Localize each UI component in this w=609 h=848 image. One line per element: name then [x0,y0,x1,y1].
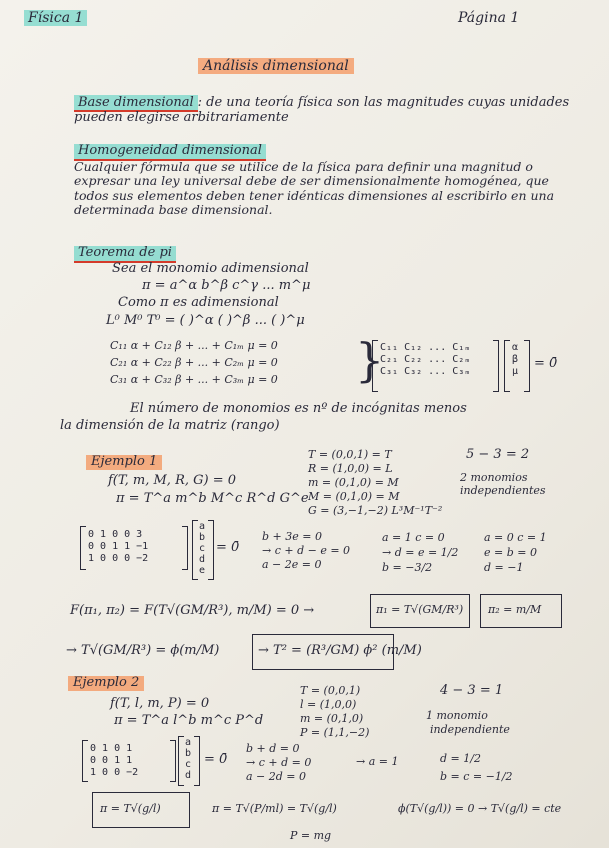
example2-monomial: π = T^a l^b m^c P^d [114,713,264,728]
example2-final: ϕ(T√(g/l)) = 0 → T√(g/l) = cte [398,802,562,815]
dimension-row: P = (1,1,−2) [300,726,370,739]
matrix-row: 1 0 0 −2 [90,767,139,778]
example1-equals-zero: = 0̄ [216,540,240,555]
dimension-row: l = (1,0,0) [300,698,357,711]
solution-row: a = 1 c = 0 [382,531,445,544]
system-row-3: C₃₁ α + C₃₂ β + ... + C₃ₘ μ = 0 [110,373,278,386]
matrix-row: 0 1 0 1 [90,743,133,754]
matrix-row: 0 0 1 1 [90,755,133,766]
example1-F-line: F(π₁, π₂) = F(T√(GM/R³), m/M) = 0 → [70,603,315,618]
example2-matrix-bracket-left [82,740,88,782]
solution-row: → d = e = 1/2 [382,546,459,559]
example2-pi-expand: π = T√(P/ml) = T√(g/l) [212,802,337,815]
system-vector-bracket-right [524,340,530,392]
intro-paragraph [74,96,574,126]
example1-count: 5 − 3 = 2 [466,447,530,462]
matrix-row: 0 0 1 1 −1 [88,541,149,552]
solution-row: b = −3/2 [382,561,433,574]
example2-vector-bracket-left [178,736,184,786]
system-equals-zero: = 0̄ [534,356,558,371]
example1-equations [262,530,350,572]
pi-line-1: Sea el monomio adimensional [112,261,309,276]
example2-equations [246,742,311,784]
example2-matrix [90,743,138,779]
equation-row: b + 3e = 0 [262,530,322,543]
example2-solution [440,750,513,786]
matrix-row: 1 0 0 0 −2 [88,553,149,564]
example2-P-note: P = mg [290,829,332,842]
example1-solution-1 [382,530,458,575]
example2-vector-bracket-right [194,736,200,786]
equation-row: → c + d − e = 0 [262,544,351,557]
system-matrix-row: C₃₁ C₃₂ ... C₃ₘ [380,366,471,377]
equation-row: a − 2d = 0 [246,770,307,783]
homogeneity-heading: Homogeneidad dimensional [74,144,266,161]
example2-count-note-1: 1 monomio [426,709,488,722]
system-vector-entry: α [512,342,519,353]
equation-row: a − 2e = 0 [262,558,322,571]
example2-arrow-a: → a = 1 [356,755,399,768]
example1-final-a: → T√(GM/R³) = ϕ(m/M) [66,643,220,658]
example1-vector-bracket-right [208,520,214,580]
system-matrix [380,342,470,378]
solution-row: d = 1/2 [440,752,481,765]
pi-theorem-heading: Teorema de pi [74,246,176,263]
vector-entry: b [185,748,192,759]
system-matrix-row: C₁₁ C₁₂ ... C₁ₘ [380,342,471,353]
example1-matrix-bracket-left [80,526,86,570]
example1-final-b: → T² = (R³/GM) ϕ² (m/M) [258,643,422,658]
dimension-row: T = (0,0,1) = T [308,448,392,461]
dimension-row: R = (1,0,0) = L [308,462,393,475]
matrix-row: 0 1 0 0 3 [88,529,143,540]
system-matrix-bracket-right [493,340,499,392]
pi-line-2: π = a^α b^β c^γ ... m^μ [142,278,311,293]
example2-count-note-2: independiente [430,723,510,736]
pi-line-4: L⁰ M⁰ T⁰ = ( )^α ( )^β ... ( )^μ [106,313,305,328]
vector-entry: a [199,521,206,532]
example1-function: f(T, m, M, R, G) = 0 [108,473,237,488]
subject-label: Física 1 [24,10,87,26]
pi1-expression: π₁ = T√(GM/R³) [376,603,464,616]
vector-entry: c [199,543,206,554]
system-vector-entry: μ [512,366,519,377]
dimension-row: m = (0,1,0) = M [308,476,399,489]
solution-row: b = c = −1/2 [440,770,513,783]
solution-row: a = 0 c = 1 [484,531,547,544]
solution-row: d = −1 [484,561,524,574]
vector-entry: b [199,532,206,543]
equation-row: b + d = 0 [246,742,300,755]
example1-matrix [88,529,148,565]
pi-line-3: Como π es adimensional [118,295,279,310]
example1-count-note: 2 monomios independientes [460,471,546,497]
vector-entry: d [199,554,206,565]
system-vector-entry: β [512,354,519,365]
example2-label: Ejemplo 2 [68,676,144,691]
example1-vector-bracket-left [192,520,198,580]
pi-conclusion-1: El número de monomios es nº de incógnitas menos [130,401,467,416]
example2-equals-zero: = 0̄ [204,752,228,767]
system-matrix-row: C₂₁ C₂₂ ... C₂ₘ [380,354,471,365]
example2-dimensions [300,684,369,740]
equation-row: → c + d = 0 [246,756,312,769]
dimension-row: G = (3,−1,−2) L³M⁻¹T⁻² [308,504,443,517]
vector-entry: c [185,759,192,770]
system-brace-right: } [355,333,385,387]
pi-conclusion-2: la dimensión de la matriz (rango) [60,418,280,433]
example2-pi-expression: π = T√(g/l) [100,802,161,815]
example1-dimensions [308,448,442,518]
system-row-1: C₁₁ α + C₁₂ β + ... + C₁ₘ μ = 0 [110,339,278,352]
dimension-row: m = (0,1,0) [300,712,364,725]
homogeneity-text: Cualquier fórmula que se utilice de la física para definir una magnitud o expresar una ley universal debe de ser dimensionalmente homogénea, que todos sus elementos deben tener idénticas dimensiones al escribirlo en una determinada base dimensional. [74,159,555,218]
dimension-row: T = (0,0,1) [300,684,361,697]
system-row-2: C₂₁ α + C₂₂ β + ... + C₂ₘ μ = 0 [110,356,278,369]
example2-vector [185,737,191,781]
example2-matrix-bracket-right [170,740,176,782]
example2-count: 4 − 3 = 1 [440,683,504,698]
page-number: Página 1 [458,10,520,26]
intro-text: : de una teoría física son las magnitudes cuyas unidades pueden elegirse arbitrariamente [74,95,570,125]
example1-solution-2 [484,530,547,575]
example1-vector [199,521,205,576]
system-vector-bracket-left [504,340,510,392]
vector-entry: a [185,737,192,748]
dimension-row: M = (0,1,0) = M [308,490,400,503]
example1-monomial: π = T^a m^b M^c R^d G^e [116,491,309,506]
page-title: Análisis dimensional [198,58,354,74]
solution-row: e = b = 0 [484,546,537,559]
system-vector [512,342,518,378]
example2-function: f(T, l, m, P) = 0 [110,696,210,711]
pi2-expression: π₂ = m/M [488,603,542,616]
example1-matrix-bracket-right [182,526,188,570]
vector-entry: e [199,565,206,576]
intro-term: Base dimensional [74,95,198,112]
vector-entry: d [185,770,192,781]
example1-label: Ejemplo 1 [86,455,162,470]
system-matrix-bracket-left [372,340,378,392]
